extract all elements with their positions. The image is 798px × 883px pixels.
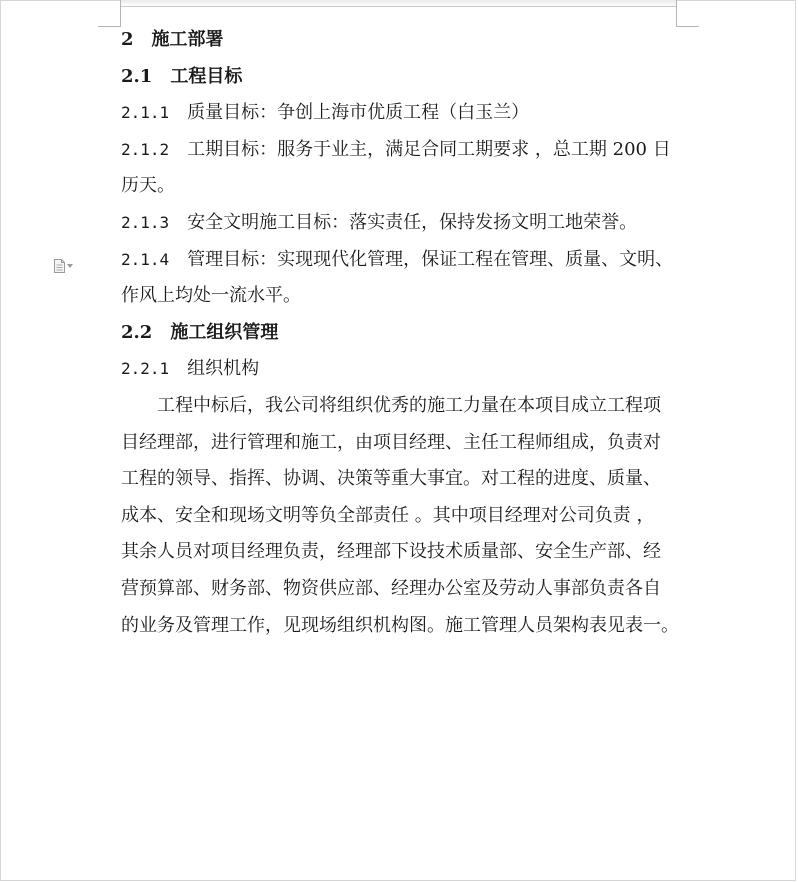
document-body[interactable] <box>121 22 677 644</box>
paragraph-options-button[interactable] <box>54 258 78 274</box>
paragraph-line: 工程的领导、指挥、协调、决策等重大事宜。对工程的进度、质量、 <box>121 468 661 490</box>
item-2-2-1: 2.2.1 组织机构 <box>121 358 260 380</box>
paragraph-line: 营预算部、财务部、物资供应部、经理办公室及劳动人事部负责各自 <box>121 577 661 599</box>
previous-page-edge <box>120 0 676 7</box>
caret-down-icon <box>67 264 73 268</box>
subsection-heading-2-2: 2.2 施工组织管理 <box>121 321 279 343</box>
paragraph-line: 其余人员对项目经理负责，经理部下设技术质量部、安全生产部、经 <box>121 541 661 563</box>
paragraph-line: 目经理部，进行管理和施工，由项目经理、主任工程师组成，负责对 <box>121 431 661 453</box>
paragraph-line: 的业务及管理工作，见现场组织机构图。施工管理人员架构表见表一。 <box>121 614 679 636</box>
item-2-1-3: 2.1.3 安全文明施工目标：落实责任，保持发扬文明工地荣誉。 <box>121 211 638 233</box>
paragraph-line: 工程中标后，我公司将组织优秀的施工力量在本项目成立工程项 <box>157 394 661 416</box>
item-2-1-2-continuation: 历天。 <box>121 175 175 197</box>
margin-corner-right <box>676 0 699 27</box>
margin-corner-left <box>98 0 121 27</box>
document-icon <box>54 259 65 273</box>
subsection-heading-2-1: 2.1 工程目标 <box>121 65 243 87</box>
item-2-1-4: 2.1.4 管理目标：实现现代化管理，保证工程在管理、质量、文明、 <box>121 248 674 270</box>
paragraph-line: 成本、安全和现场文明等负全部责任 。其中项目经理对公司负责 ， <box>121 504 655 526</box>
item-2-1-4-continuation: 作风上均处一流水平。 <box>121 285 301 307</box>
item-2-1-1: 2.1.1 质量目标：争创上海市优质工程（白玉兰） <box>121 102 530 124</box>
item-2-1-2: 2.1.2 工期目标：服务于业主，满足合同工期要求 ，总工期 200 日 <box>121 138 671 160</box>
section-heading: 2 施工部署 <box>121 29 224 50</box>
